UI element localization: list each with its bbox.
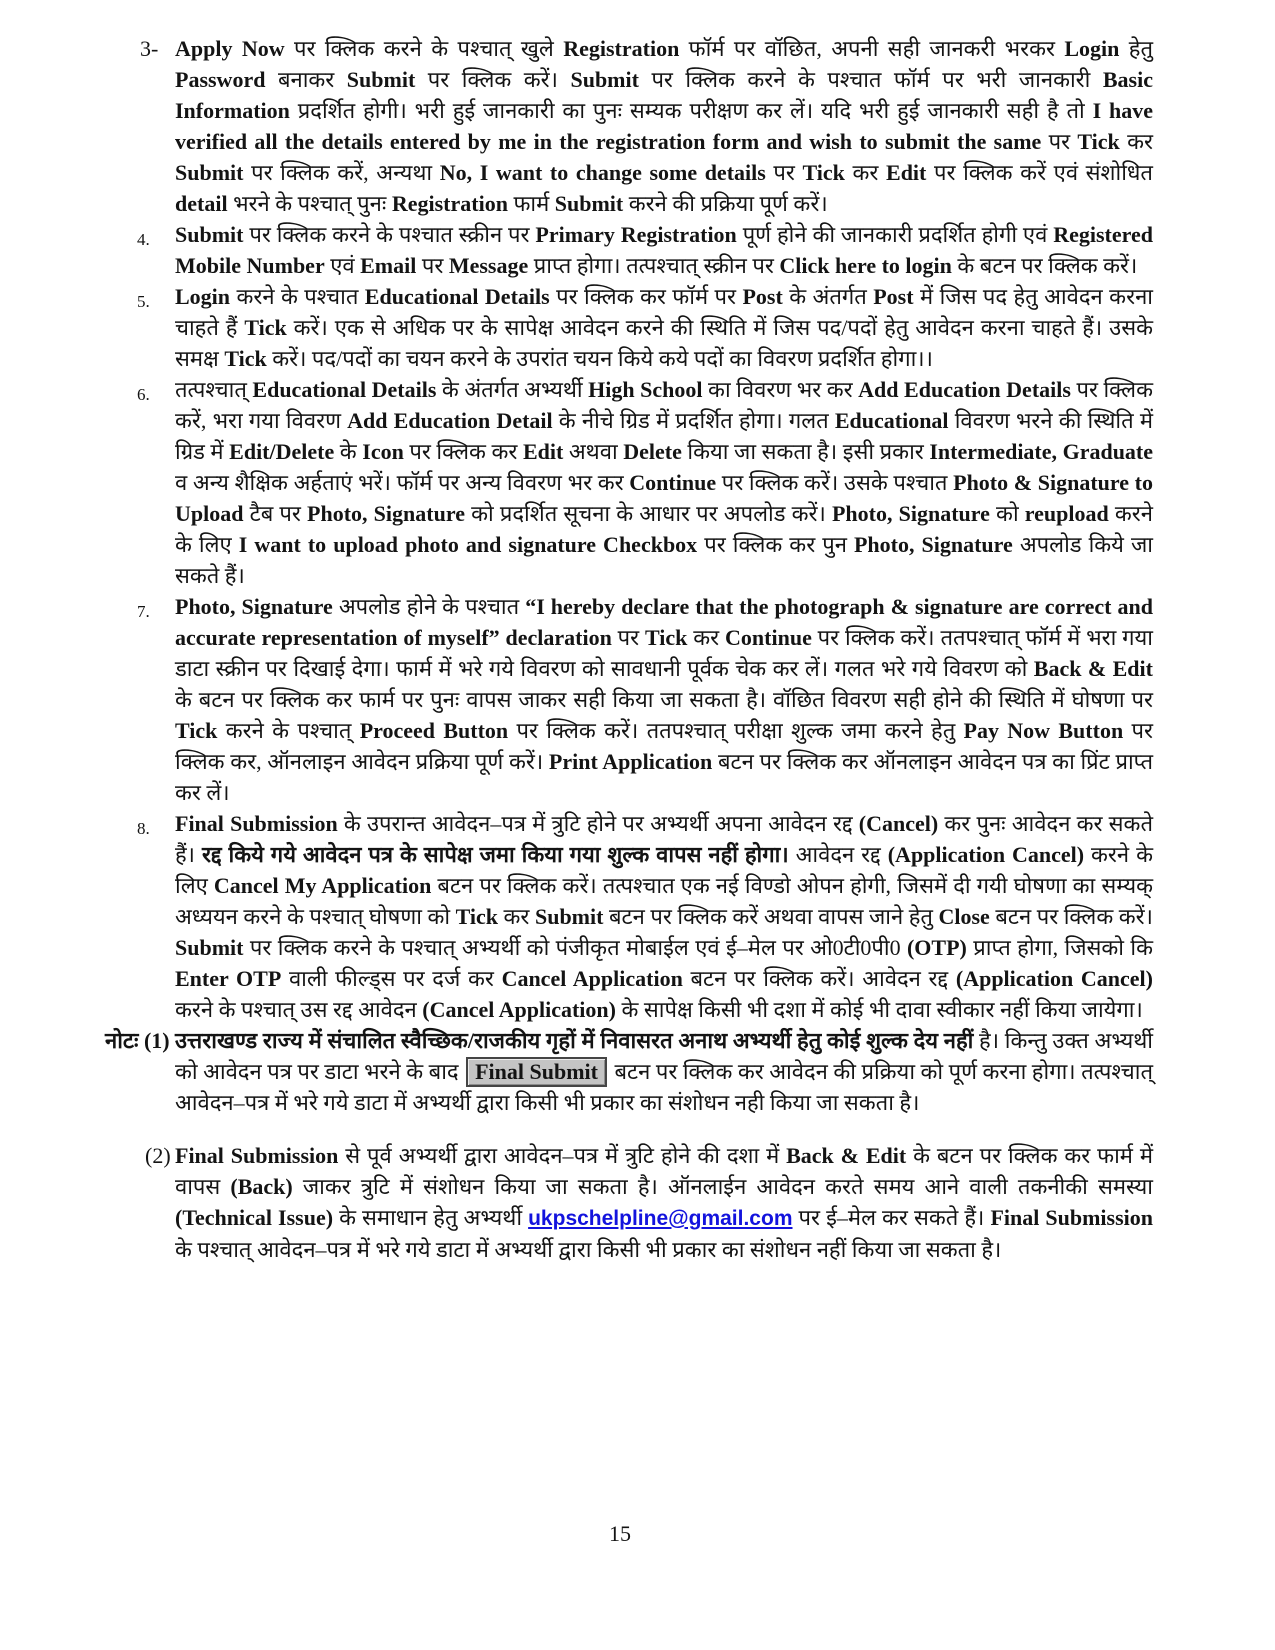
text-run: पर क्लिक कर <box>403 439 523 464</box>
text-run: के अंतर्गत <box>782 284 874 309</box>
text-run: को <box>989 501 1025 526</box>
list-item <box>0 374 1153 591</box>
text-run: Password <box>175 67 266 92</box>
text-run: Post <box>742 284 783 309</box>
text-run: Post <box>873 284 914 309</box>
text-run: (OTP) <box>906 935 967 960</box>
text-run: I want to upload photo and signature Checkbox <box>238 532 698 557</box>
text-run: भरने के पश्चात् पुनः <box>227 191 392 216</box>
text-run: Intermediate, Graduate <box>929 439 1154 464</box>
text-run: कर <box>1119 129 1153 154</box>
item-marker: 4. <box>137 230 150 249</box>
item-marker: 3- <box>140 36 159 61</box>
text-run: आवेदन रद्द <box>788 842 888 867</box>
text-run: Primary Registration <box>535 222 737 247</box>
text-run: बटन पर क्लिक करें अथवा वापस जाने हेतु <box>603 904 939 929</box>
text-run: Submit <box>554 191 624 216</box>
text-run: Continue <box>725 625 812 650</box>
text-run: I have verified all the details entered by me in the registration form and wish to submit the same <box>175 98 1154 154</box>
text-run: पर क्लिक करने के पश्चात् अभ्यर्थी को पंजीकृत मोबाईल एवं ई–मेल पर ओ0टी0पी0 <box>243 935 907 960</box>
text-run: Back & Edit <box>1033 656 1153 681</box>
item-marker: नोटः (1) <box>105 1028 170 1053</box>
item-marker: 5. <box>137 292 150 311</box>
text-run: Tick <box>175 718 218 743</box>
text-run: के समाधान हेतु अभ्यर्थी <box>333 1205 529 1230</box>
email-link[interactable]: ukpschelpline@gmail.com <box>528 1207 793 1230</box>
text-run: करने के लिए <box>175 842 1153 898</box>
text-run: Tick <box>224 346 267 371</box>
text-run: करने के पश्चात् <box>217 718 360 743</box>
text-run: पर क्लिक करें। ततपश्चात् फॉर्म में भरा गया डाटा स्क्रीन पर दिखाई देगा। फार्म में भरे गये विवरण को सावधानी पूर्वक चेक कर लें। गलत भरे गये विवरण को <box>175 625 1153 681</box>
text-run: Pay Now Button <box>963 718 1124 743</box>
text-run: (Cancel) <box>858 811 939 836</box>
text-run: कर <box>844 160 887 185</box>
text-run: पर क्लिक करें। <box>415 67 571 92</box>
document-body <box>0 33 1153 1265</box>
text-run: Tick <box>244 315 287 340</box>
text-run: Registration <box>391 191 508 216</box>
text-run: व अन्य शैक्षिक अर्हताएं भरें। फॉर्म पर अन्य विवरण भर कर <box>175 470 630 495</box>
text-run: पर क्लिक करें। ततपश्चात् परीक्षा शुल्क जमा करने हेतु <box>508 718 964 743</box>
text-run: Click here to login <box>779 253 952 278</box>
text-run: बटन पर क्लिक करें। आवेदन रद्द <box>682 966 956 991</box>
text-run: बटन पर क्लिक करें। <box>989 904 1153 929</box>
list-item <box>0 33 1153 219</box>
text-run: वाली फील्ड्स पर दर्ज कर <box>281 966 502 991</box>
text-run: (Cancel Application) <box>422 997 616 1022</box>
text-run: Edit <box>522 439 564 464</box>
text-run: पर ई–मेल कर सकते हैं। <box>792 1205 991 1230</box>
text-run: Icon <box>362 439 404 464</box>
text-run: Message <box>448 253 529 278</box>
text-run: करें। एक से अधिक पर के सापेक्ष आवेदन करने की स्थिति में जिस पद/पदों हेतु आवेदन करना चाहते हैं। उसके समक्ष <box>175 315 1153 371</box>
item-marker: 8. <box>137 819 150 838</box>
text-run: करने के पश्चात <box>230 284 365 309</box>
text-run: Close <box>938 904 990 929</box>
text-run: प्राप्त होगा, जिसको कि <box>966 935 1153 960</box>
text-run: Submit <box>175 160 244 185</box>
text-run: के पश्चात् आवेदन–पत्र में भरे गये डाटा में अभ्यर्थी द्वारा किसी भी प्रकार का संशोधन नहीं किया जा सकता है। <box>175 1237 1002 1262</box>
text-run: Login <box>175 284 231 309</box>
text-run: Back & Edit <box>786 1143 907 1168</box>
text-run: Final Submission <box>175 1143 339 1168</box>
text-run: Cancel Application <box>501 966 683 991</box>
text-run: विवरण भरने की स्थिति में ग्रिड में <box>175 408 1153 464</box>
text-run: No, I want to change some details <box>439 160 766 185</box>
text-run: Add Education Details <box>858 377 1071 402</box>
text-run: (Back) <box>230 1174 293 1199</box>
text-run: अपलोड किये जा सकते हैं। <box>175 532 1153 588</box>
text-run: पर क्लिक करें एवं संशोधित <box>926 160 1153 185</box>
text-run: पर क्लिक कर पुन <box>697 532 854 557</box>
text-run: फॉर्म पर वॉछित, अपनी सही जानकरी भरकर <box>679 36 1065 61</box>
text-run: अपलोड होने के पश्चात <box>332 594 526 619</box>
text-run: पर क्लिक कर फॉर्म पर <box>549 284 743 309</box>
text-run: पर <box>1041 129 1078 154</box>
text-run: पर <box>765 160 803 185</box>
text-run: Edit <box>886 160 927 185</box>
text-run: (Application Cancel) <box>887 842 1085 867</box>
text-run: फार्म <box>507 191 555 216</box>
text-run: के बटन पर क्लिक कर फार्म पर पुनः वापस जाकर सही किया जा सकता है। वॉछित विवरण सही होने की स्थिति में घोषणा पर <box>175 687 1153 712</box>
text-run: का विवरण भर कर <box>702 377 859 402</box>
text-run: में जिस पद हेतु आवेदन करना चाहते हैं <box>175 284 1153 340</box>
text-run: के नीचे ग्रिड में प्रदर्शित होगा। गलत <box>552 408 835 433</box>
text-run: किया जा सकता है। इसी प्रकार <box>681 439 930 464</box>
text-run: बटन पर क्लिक कर ऑनलाइन आवेदन पत्र का प्रिंट प्राप्त कर लें। <box>175 749 1153 805</box>
text-run: Basic Information <box>175 67 1153 123</box>
text-run: पर क्लिक करने के पश्चात फॉर्म पर भरी जानकारी <box>638 67 1103 92</box>
note-paragraph <box>0 1140 1153 1265</box>
text-run: बनाकर <box>265 67 347 92</box>
text-run: के बटन पर क्लिक कर फार्म में वापस <box>175 1143 1153 1199</box>
text-run: उत्तराखण्ड राज्य में संचालित स्वैच्छिक/राजकीय गृहों में निवासरत अनाथ अभ्यर्थी हेतु कोई शुल्क देय नहीं <box>175 1028 974 1053</box>
list-item <box>0 591 1153 808</box>
text-run: Final Submission <box>990 1205 1154 1230</box>
text-run: पर क्लिक करने के पश्चात स्क्रीन पर <box>243 222 536 247</box>
text-run: Registered Mobile Number <box>175 222 1154 278</box>
list-item <box>0 219 1153 281</box>
text-run: Submit <box>175 935 244 960</box>
text-run: Login <box>1064 36 1120 61</box>
text-run: है। किन्तु उक्त अभ्यर्थी को आवेदन पत्र पर डाटा भरने के बाद <box>175 1028 1153 1084</box>
text-run: के बटन पर क्लिक करें। <box>951 253 1138 278</box>
text-run: से पूर्व अभ्यर्थी द्वारा आवेदन–पत्र में त्रुटि होने की दशा में <box>338 1143 787 1168</box>
item-marker: 7. <box>137 602 150 621</box>
text-run: Tick <box>455 904 499 929</box>
text-run: High School <box>588 377 703 402</box>
text-run: Tick <box>1077 129 1120 154</box>
text-run: Edit/Delete <box>229 439 335 464</box>
item-marker: 6. <box>137 385 150 404</box>
text-run: टैब पर <box>243 501 308 526</box>
text-run: Submit <box>534 904 604 929</box>
text-run: Educational Details <box>364 284 550 309</box>
text-run: Enter OTP <box>175 966 282 991</box>
text-run: एवं <box>324 253 361 278</box>
text-run: प्राप्त होगा। तत्पश्चात् स्क्रीन पर <box>528 253 780 278</box>
text-run: Submit <box>570 67 639 92</box>
text-run: तत्पश्चात् <box>175 377 253 402</box>
text-run: जाकर त्रुटि में संशोधन किया जा सकता है। ऑनलाईन आवेदन करते समय आने वाली तकनीकी समस्या <box>292 1174 1153 1199</box>
text-run: के अंतर्गत अभ्यर्थी <box>436 377 589 402</box>
text-run: पर क्लिक करने के पश्चात् खुले <box>284 36 564 61</box>
text-run: कर <box>687 625 726 650</box>
text-run: पूर्ण होने की जानकारी प्रदर्शित होगी एवं <box>736 222 1054 247</box>
item-marker: (2) <box>145 1143 171 1168</box>
text-run: Final Submission <box>175 811 338 836</box>
text-run: के सापेक्ष किसी भी दशा में कोई भी दावा स्वीकार नहीं किया जायेगा। <box>615 997 1143 1022</box>
text-run: (Technical Issue) <box>175 1205 334 1230</box>
final-submit-button-image: Final Submit <box>466 1057 607 1087</box>
text-run: प्रदर्शित होगी। भरी हुई जानकारी का पुनः सम्यक परीक्षण कर लें। यदि भरी हुई जानकारी सही है तो <box>289 98 1093 123</box>
page-number: 15 <box>609 1521 631 1546</box>
text-run: Registration <box>563 36 680 61</box>
text-run: रद्द किये गये आवेदन पत्र के सापेक्ष जमा किया गया शुल्क वापस नहीं होगा। <box>201 842 789 867</box>
text-run: पर क्लिक कर, ऑनलाइन आवेदन प्रक्रिया पूर्ण करें। <box>175 718 1153 774</box>
text-run: के <box>334 439 363 464</box>
text-run: कर <box>498 904 535 929</box>
text-run: अथवा <box>563 439 624 464</box>
text-run: को प्रदर्शित सूचना के आधार पर अपलोड करें। <box>464 501 832 526</box>
text-run: Photo, Signature <box>307 501 465 526</box>
text-run: पर क्लिक करें, भरा गया विवरण <box>175 377 1153 433</box>
text-run: पर क्लिक करें, अन्यथा <box>243 160 440 185</box>
text-run: reupload <box>1024 501 1109 526</box>
text-run: Tick <box>802 160 845 185</box>
text-run: Tick <box>645 625 688 650</box>
text-run: Add Education Detail <box>347 408 553 433</box>
text-run: Continue <box>629 470 717 495</box>
list-item <box>0 808 1153 1025</box>
text-run: (Application Cancel) <box>955 966 1153 991</box>
text-run: के उपरान्त आवेदन–पत्र में त्रुटि होने पर अभ्यर्थी अपना आवेदन रद्द <box>337 811 859 836</box>
text-run: हेतु <box>1119 36 1153 61</box>
text-run: Cancel My Application <box>213 873 432 898</box>
text-run: करने के पश्चात् उस रद्द आवेदन <box>175 997 423 1022</box>
text-run: Proceed Button <box>359 718 509 743</box>
text-run: करने के लिए <box>175 501 1153 557</box>
text-run: Submit <box>175 222 244 247</box>
text-run: detail <box>175 191 228 216</box>
text-run: करने की प्रक्रिया पूर्ण करें। <box>623 191 828 216</box>
text-run: Delete <box>623 439 682 464</box>
list-item <box>0 281 1153 374</box>
text-run: Email <box>360 253 417 278</box>
text-run: पर <box>416 253 449 278</box>
text-run: Photo & Signature to Upload <box>175 470 1154 526</box>
text-run: “I hereby declare that the photograph & signature are correct and accurate representation of myself” declaration <box>175 594 1153 650</box>
text-run: Print Application <box>548 749 713 774</box>
text-run: करें। पद/पदों का चयन करने के उपरांत चयन किये कये पदों का विवरण प्रदर्शित होगा।। <box>266 346 933 371</box>
text-run: पर <box>611 625 646 650</box>
text-run: Educational Details <box>252 377 437 402</box>
text-run: Submit <box>346 67 416 92</box>
note-paragraph <box>0 1025 1153 1118</box>
text-run: Photo, Signature <box>175 594 333 619</box>
text-run: बटन पर क्लिक करें। तत्पश्चात एक नई विण्डो ओपन होगी, जिसमें दी गयी घोषणा का सम्यक् अध्ययन करने के पश्चात् घोषणा को <box>175 873 1153 929</box>
text-run: पर क्लिक करें। उसके पश्चात <box>716 470 954 495</box>
text-run: Photo, Signature <box>853 532 1013 557</box>
text-run: Educational <box>834 408 949 433</box>
text-run: Photo, Signature <box>831 501 990 526</box>
text-run: कर पुनः आवेदन कर सकते हैं। <box>175 811 1153 867</box>
text-run: बटन पर क्लिक कर आवेदन की प्रक्रिया को पूर्ण करना होगा। तत्पश्चात् आवेदन–पत्र में भरे गये डाटा में अभ्यर्थी द्वारा किसी भी प्रकार का संशोधन नही किया जा सकता है। <box>175 1059 1153 1115</box>
text-run: Apply Now <box>175 36 285 61</box>
